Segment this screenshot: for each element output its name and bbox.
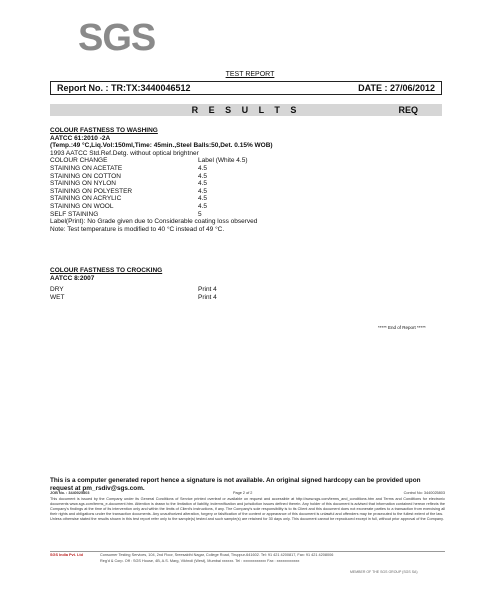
row-value: 4.5 bbox=[198, 187, 208, 195]
member-of-sgs-group: MEMBER OF THE SGS GROUP (SGS SA) bbox=[350, 570, 418, 574]
result-row bbox=[50, 188, 440, 196]
row-label: STAINING ON WOOL bbox=[50, 202, 114, 210]
row-value: Print 4 bbox=[198, 286, 217, 294]
row-value: Print 4 bbox=[198, 293, 217, 301]
sample-note: Unless otherwise stated the results shown in this test report refer only to the sample(s) tested and such sample(s) are retained for 30 days only. This document cannot be reproduced except in full, without prior approval of the Company. bbox=[50, 516, 444, 521]
result-row bbox=[50, 180, 440, 188]
washing-conditions: (Temp.:49 °C,Liq.Vol:150ml,Time: 45min.,Steel Balls:50,Det. 0.15% WOB) bbox=[50, 142, 273, 150]
result-row bbox=[50, 195, 440, 203]
computer-generated-note: This is a computer generated report hence a signature is not available. An original signed hardcopy can be provided upon request at pm_rsdiv@sgs.com. bbox=[50, 477, 421, 492]
row-label: STAINING ON POLYESTER bbox=[50, 187, 133, 195]
req-label: REQ bbox=[398, 105, 418, 115]
washing-detergent: 1993 AATCC Std.Ref.Detg. without optical brightner bbox=[50, 149, 199, 157]
legal-text: This document is issued by the Company under its General Conditions of Service printed overleaf or available on request and accessible at http://www.sgs.com/terms_and_conditions.htm and Terms and Conditions for electronic documents www.sgs.com/terms_e-document.htm. Attention is drawn to the limitation of liability, indemnification and jurisdiction issues defined therein. Any holder of this document is advised that information contained hereon reflects the Company's findings at the time of its intervention only and within the limits of Client's instructions, if any. The Company's sole responsibility is to its Client and this document does not exonerate parties to a transaction from exercising all their rights and obligations under the transaction documents. Any unauthorized alteration, forgery or falsification of the content or appearance of this document is unlawful and offenders may be prosecuted to the fullest extent of the law. bbox=[50, 497, 445, 516]
result-row bbox=[50, 173, 440, 181]
washing-note-temperature: Note: Test temperature is modified to 40 °C instead of 49 °C. bbox=[50, 225, 225, 233]
row-label: COLOUR CHANGE bbox=[50, 157, 108, 165]
sgs-logo-text: SGS bbox=[78, 17, 156, 59]
result-row bbox=[50, 157, 440, 165]
report-number: Report No. : TR:TX:3440046512 bbox=[57, 83, 191, 93]
washing-section bbox=[50, 127, 440, 233]
row-label: STAINING ON ACETATE bbox=[50, 164, 123, 172]
result-row bbox=[50, 203, 440, 211]
result-row bbox=[50, 286, 440, 294]
row-value: 4.5 bbox=[198, 172, 208, 180]
job-number: JOB No. : 3440025803 bbox=[50, 491, 90, 495]
address-line-2: Reg'd & Corp. Off : SGS House, 4B, A.S. Marg, Vikhroli (West), Mumbai xxxxxx. Tel : xxxxxxxxxxxx Fax : xxxxxxxxxxxx bbox=[100, 559, 300, 563]
result-row bbox=[50, 294, 440, 302]
footer-legal-block bbox=[50, 491, 445, 522]
row-label: DRY bbox=[50, 286, 64, 294]
control-number: Control No: 3440025803 bbox=[403, 491, 445, 495]
row-value: 4.5 bbox=[198, 180, 208, 188]
crocking-method: AATCC 8:2007 bbox=[50, 274, 95, 282]
row-label: WET bbox=[50, 293, 65, 301]
report-date: DATE : 27/06/2012 bbox=[358, 83, 435, 93]
row-label: STAINING ON COTTON bbox=[50, 172, 121, 180]
footer-divider bbox=[50, 551, 445, 552]
page-number: Page 2 of 2 bbox=[233, 491, 253, 495]
result-row bbox=[50, 211, 440, 219]
washing-method: AATCC 61:2010 -2A bbox=[50, 134, 111, 142]
row-value: 4.5 bbox=[198, 164, 208, 172]
row-label: SELF STAINING bbox=[50, 210, 99, 218]
washing-note-label: Label(Print): No Grade given due to Considerable coating loss observed bbox=[50, 218, 258, 226]
sgs-logo bbox=[78, 14, 156, 59]
row-value: 4.5 bbox=[198, 202, 208, 210]
result-row bbox=[50, 165, 440, 173]
crocking-section bbox=[50, 267, 440, 301]
footer-header-row bbox=[50, 491, 445, 497]
results-bar bbox=[50, 104, 442, 116]
report-header-box bbox=[50, 81, 442, 95]
test-report-heading: TEST REPORT bbox=[225, 71, 275, 78]
results-title: R E S U L T S bbox=[191, 105, 301, 115]
company-name: SGS India Pvt. Ltd bbox=[50, 553, 83, 557]
washing-title: COLOUR FASTNESS TO WASHING bbox=[50, 127, 158, 134]
crocking-title: COLOUR FASTNESS TO CROCKING bbox=[50, 267, 163, 274]
end-of-report: ***** End of Report ***** bbox=[378, 325, 426, 330]
address-line-1: Consumer Testing Services, 104, 2nd Floor, Sreesakthi Nagar, College Road, Tiruppur-641602. Tel: 91 421 4200817, Fax: 91 421 4208006 bbox=[100, 553, 334, 557]
row-label: STAINING ON NYLON bbox=[50, 180, 116, 188]
row-value: 5 bbox=[198, 210, 202, 218]
row-label: STAINING ON ACRYLIC bbox=[50, 195, 122, 203]
row-value: 4.5 bbox=[198, 195, 208, 203]
row-value: Label (White 4.5) bbox=[198, 157, 248, 165]
